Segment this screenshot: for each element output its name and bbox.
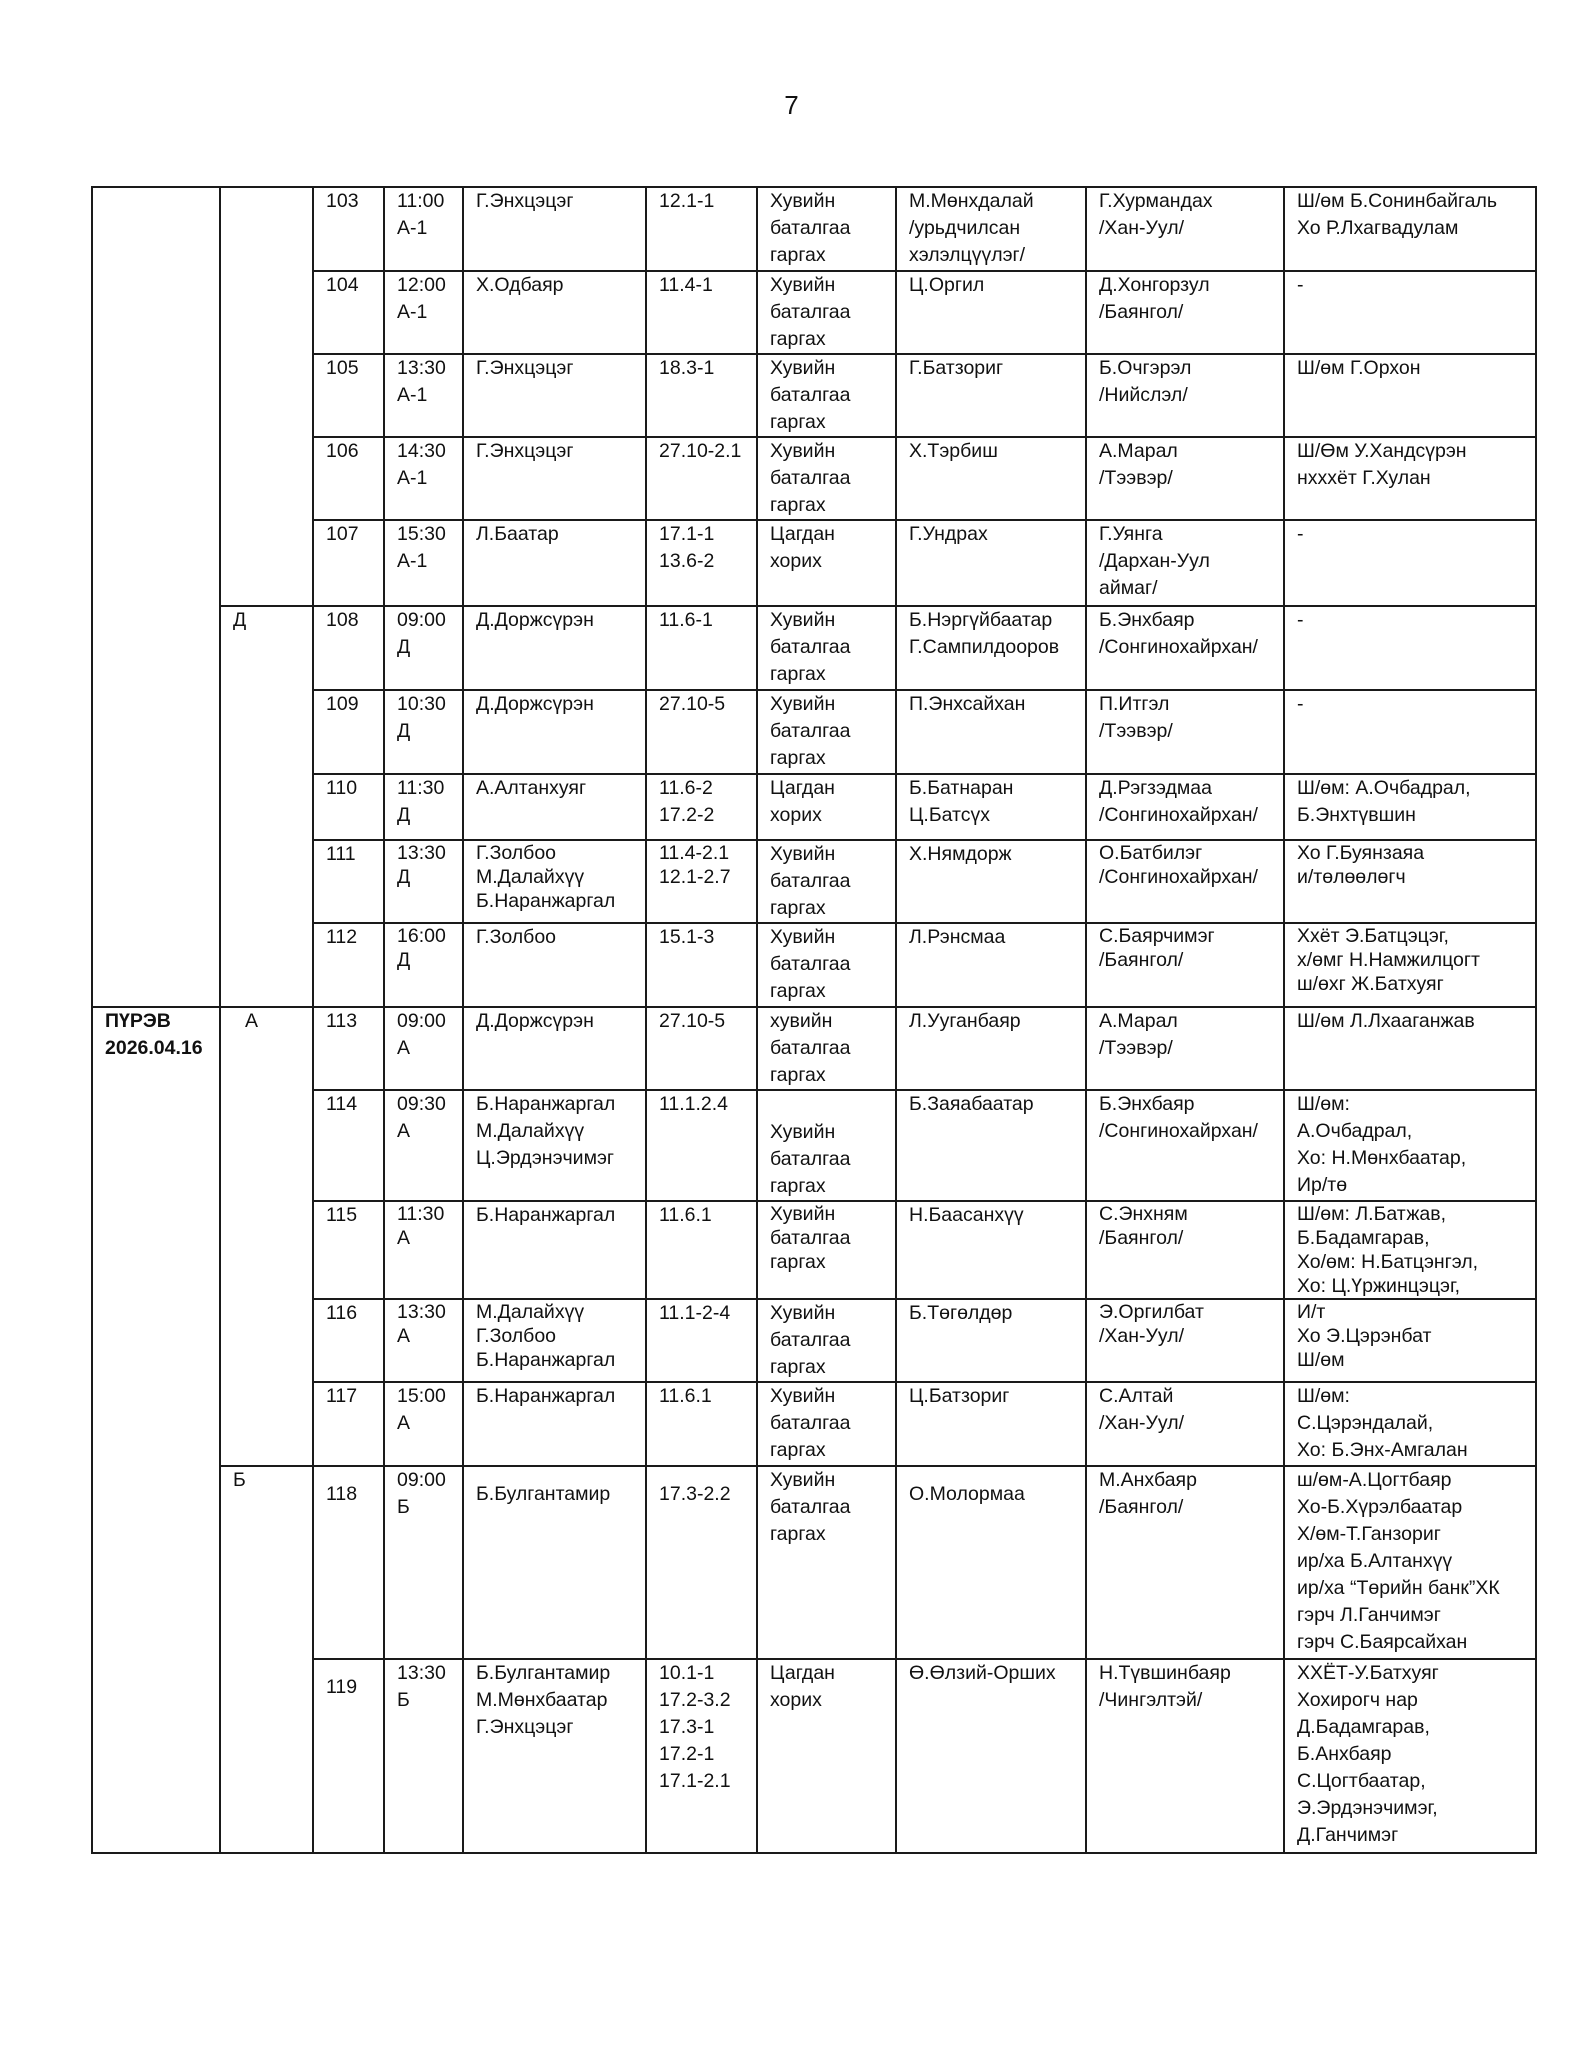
judge: Г.Энхцэцэг <box>463 354 646 437</box>
judge: Д.Доржсүрэн <box>463 1007 646 1090</box>
case-number: 110 <box>313 774 384 840</box>
defender: С.Баярчимэг /Баянгол/ <box>1086 923 1284 1007</box>
measure: Хувийн баталгаа гаргах <box>757 1090 896 1201</box>
participants: И/т Хо Э.Цэрэнбат Ш/өм <box>1284 1299 1536 1382</box>
case-number: 113 <box>313 1007 384 1090</box>
prosecutor: Л.Рэнсмаа <box>896 923 1086 1007</box>
case-number: 109 <box>313 690 384 774</box>
table-row <box>92 606 1536 690</box>
case-number: 105 <box>313 354 384 437</box>
article: 11.6-1 <box>646 606 757 690</box>
measure: Хувийн баталгаа гаргах <box>757 187 896 271</box>
case-number: 115 <box>313 1201 384 1299</box>
prosecutor: Ц.Оргил <box>896 271 1086 354</box>
prosecutor: М.Мөнхдалай /урьдчилсан хэлэлцүүлэг/ <box>896 187 1086 271</box>
measure: Хувийн баталгаа гаргах <box>757 690 896 774</box>
case-number: 119 <box>313 1659 384 1853</box>
time-room: 13:30 Б <box>384 1659 463 1853</box>
time-room: 11:00 А-1 <box>384 187 463 271</box>
measure: Хувийн баталгаа гаргах <box>757 1201 896 1299</box>
article: 27.10-5 <box>646 690 757 774</box>
defender: Г.Хурмандах /Хан-Уул/ <box>1086 187 1284 271</box>
judge: Б.Наранжаргал <box>463 1382 646 1466</box>
article: 11.1-2-4 <box>646 1299 757 1382</box>
article: 11.1.2.4 <box>646 1090 757 1201</box>
defender: С.Энхням /Баянгол/ <box>1086 1201 1284 1299</box>
participants: ш/өм-А.Цогтбаяр Хо-Б.Хүрэлбаатар Х/өм-Т.Ганзориг ир/ха Б.Алтанхүү ир/ха “Төрийн банк”ХК гэрч Л.Ганчимэг гэрч С.Баярсайхан <box>1284 1466 1536 1659</box>
judge: Г.Золбоо <box>463 923 646 1007</box>
prosecutor: Г.Ундрах <box>896 520 1086 606</box>
table-row <box>92 187 1536 271</box>
prosecutor: О.Молормаа <box>896 1466 1086 1659</box>
participants: Ш/өм: С.Цэрэндалай, Хо: Б.Энх-Амгалан <box>1284 1382 1536 1466</box>
measure: Цагдан хорих <box>757 1659 896 1853</box>
article: 18.3-1 <box>646 354 757 437</box>
participants: Ш/өм: А.Очбадрал, Б.Энхтүвшин <box>1284 774 1536 840</box>
judge: Л.Баатар <box>463 520 646 606</box>
hearing-schedule-table <box>91 186 1537 1854</box>
article: 27.10-2.1 <box>646 437 757 520</box>
judge: Б.Булгантамир <box>463 1466 646 1659</box>
participants: Хо Г.Буянзаяа и/төлөөлөгч <box>1284 840 1536 923</box>
case-number: 107 <box>313 520 384 606</box>
prosecutor: Х.Тэрбиш <box>896 437 1086 520</box>
defender: А.Марал /Тээвэр/ <box>1086 437 1284 520</box>
judge: Г.Золбоо М.Далайхүү Б.Наранжаргал <box>463 840 646 923</box>
prosecutor: Г.Батзориг <box>896 354 1086 437</box>
defender: Н.Түвшинбаяр /Чингэлтэй/ <box>1086 1659 1284 1853</box>
participants: Ш/өм Л.Лхааганжав <box>1284 1007 1536 1090</box>
time-room: 11:30 А <box>384 1201 463 1299</box>
time-room: 11:30 Д <box>384 774 463 840</box>
article: 11.6.1 <box>646 1382 757 1466</box>
defender: Б.Энхбаяр /Сонгинохайрхан/ <box>1086 606 1284 690</box>
measure: Хувийн баталгаа гаргах <box>757 1299 896 1382</box>
time-room: 09:00 Д <box>384 606 463 690</box>
judge: Б.Булгантамир М.Мөнхбаатар Г.Энхцэцэг <box>463 1659 646 1853</box>
defender: О.Батбилэг /Сонгинохайрхан/ <box>1086 840 1284 923</box>
defender: П.Итгэл /Тээвэр/ <box>1086 690 1284 774</box>
measure: Хувийн баталгаа гаргах <box>757 606 896 690</box>
defender: Д.Рэгзэдмаа /Сонгинохайрхан/ <box>1086 774 1284 840</box>
prosecutor: Б.Заяабаатар <box>896 1090 1086 1201</box>
measure: Хувийн баталгаа гаргах <box>757 1466 896 1659</box>
judge: Б.Наранжаргал М.Далайхүү Ц.Эрдэнэчимэг <box>463 1090 646 1201</box>
table-row <box>92 1466 1536 1659</box>
article: 11.4-1 <box>646 271 757 354</box>
article: 11.6-2 17.2-2 <box>646 774 757 840</box>
table-row <box>92 1007 1536 1090</box>
case-number: 117 <box>313 1382 384 1466</box>
defender: А.Марал /Тээвэр/ <box>1086 1007 1284 1090</box>
judge: Г.Энхцэцэг <box>463 437 646 520</box>
article: 12.1-1 <box>646 187 757 271</box>
defender: Д.Хонгорзул /Баянгол/ <box>1086 271 1284 354</box>
prosecutor: Ө.Өлзий-Орших <box>896 1659 1086 1853</box>
case-number: 114 <box>313 1090 384 1201</box>
participants: - <box>1284 271 1536 354</box>
participants: Ш/Өм У.Хандсүрэн нхххёт Г.Хулан <box>1284 437 1536 520</box>
hall-cell: А <box>220 1007 313 1466</box>
article: 17.3-2.2 <box>646 1466 757 1659</box>
measure: Хувийн баталгаа гаргах <box>757 354 896 437</box>
participants: Ш/өм Б.Сонинбайгаль Хо Р.Лхагвадулам <box>1284 187 1536 271</box>
time-room: 16:00 Д <box>384 923 463 1007</box>
hall-cell: Д <box>220 606 313 1007</box>
prosecutor: Н.Баасанхүү <box>896 1201 1086 1299</box>
measure: Цагдан хорих <box>757 520 896 606</box>
article: 11.4-2.1 12.1-2.7 <box>646 840 757 923</box>
measure: Хувийн баталгаа гаргах <box>757 923 896 1007</box>
hall-cell <box>220 187 313 606</box>
judge: М.Далайхүү Г.Золбоо Б.Наранжаргал <box>463 1299 646 1382</box>
case-number: 111 <box>313 840 384 923</box>
measure: Хувийн баталгаа гаргах <box>757 271 896 354</box>
prosecutor: Л.Ууганбаяр <box>896 1007 1086 1090</box>
participants: Ш/өм: А.Очбадрал, Хо: Н.Мөнхбаатар, Ир/тө <box>1284 1090 1536 1201</box>
case-number: 106 <box>313 437 384 520</box>
article: 10.1-1 17.2-3.2 17.3-1 17.2-1 17.1-2.1 <box>646 1659 757 1853</box>
prosecutor: Б.Төгөлдөр <box>896 1299 1086 1382</box>
measure: Хувийн баталгаа гаргах <box>757 437 896 520</box>
prosecutor: Ц.Батзориг <box>896 1382 1086 1466</box>
participants: - <box>1284 606 1536 690</box>
prosecutor: П.Энхсайхан <box>896 690 1086 774</box>
participants: - <box>1284 690 1536 774</box>
prosecutor: Б.Нэргүйбаатар Г.Сампилдооров <box>896 606 1086 690</box>
defender: Б.Очгэрэл /Нийслэл/ <box>1086 354 1284 437</box>
judge: А.Алтанхуяг <box>463 774 646 840</box>
article: 11.6.1 <box>646 1201 757 1299</box>
judge: Б.Наранжаргал <box>463 1201 646 1299</box>
day-cell <box>92 187 220 1007</box>
case-number: 112 <box>313 923 384 1007</box>
hall-cell: Б <box>220 1466 313 1853</box>
defender: Б.Энхбаяр /Сонгинохайрхан/ <box>1086 1090 1284 1201</box>
time-room: 10:30 Д <box>384 690 463 774</box>
case-number: 108 <box>313 606 384 690</box>
time-room: 09:30 А <box>384 1090 463 1201</box>
time-room: 09:00 Б <box>384 1466 463 1659</box>
time-room: 15:30 А-1 <box>384 520 463 606</box>
case-number: 118 <box>313 1466 384 1659</box>
article: 27.10-5 <box>646 1007 757 1090</box>
case-number: 104 <box>313 271 384 354</box>
case-number: 116 <box>313 1299 384 1382</box>
time-room: 12:00 А-1 <box>384 271 463 354</box>
prosecutor: Б.Батнаран Ц.Батсүх <box>896 774 1086 840</box>
judge: Д.Доржсүрэн <box>463 690 646 774</box>
time-room: 14:30 А-1 <box>384 437 463 520</box>
participants: - <box>1284 520 1536 606</box>
prosecutor: Х.Нямдорж <box>896 840 1086 923</box>
page-number: 7 <box>784 90 799 120</box>
measure: Хувийн баталгаа гаргах <box>757 1382 896 1466</box>
time-room: 13:30 А <box>384 1299 463 1382</box>
article: 17.1-1 13.6-2 <box>646 520 757 606</box>
defender: Э.Оргилбат /Хан-Уул/ <box>1086 1299 1284 1382</box>
time-room: 13:30 А-1 <box>384 354 463 437</box>
time-room: 09:00 А <box>384 1007 463 1090</box>
participants: Ххёт Э.Батцэцэг, х/өмг Н.Намжилцогт ш/өхг Ж.Батхуяг <box>1284 923 1536 1007</box>
defender: М.Анхбаяр /Баянгол/ <box>1086 1466 1284 1659</box>
measure: хувийн баталгаа гаргах <box>757 1007 896 1090</box>
time-room: 15:00 А <box>384 1382 463 1466</box>
participants: Ш/өм Г.Орхон <box>1284 354 1536 437</box>
day-cell: ПҮРЭВ 2026.04.16 <box>92 1007 220 1853</box>
time-room: 13:30 Д <box>384 840 463 923</box>
participants: Ш/өм: Л.Батжав, Б.Бадамгарав, Хо/өм: Н.Батцэнгэл, Хо: Ц.Үржинцэцэг, <box>1284 1201 1536 1299</box>
judge: Х.Одбаяр <box>463 271 646 354</box>
judge: Д.Доржсүрэн <box>463 606 646 690</box>
case-number: 103 <box>313 187 384 271</box>
measure: Хувийн баталгаа гаргах <box>757 840 896 923</box>
measure: Цагдан хорих <box>757 774 896 840</box>
defender: Г.Уянга /Дархан-Уул аймаг/ <box>1086 520 1284 606</box>
article: 15.1-3 <box>646 923 757 1007</box>
defender: С.Алтай /Хан-Уул/ <box>1086 1382 1284 1466</box>
judge: Г.Энхцэцэг <box>463 187 646 271</box>
participants: ХХЁТ-У.Батхуяг Хохирогч нар Д.Бадамгарав, Б.Анхбаяр С.Цогтбаатар, Э.Эрдэнэчимэг, Д.Ганчимэг <box>1284 1659 1536 1853</box>
